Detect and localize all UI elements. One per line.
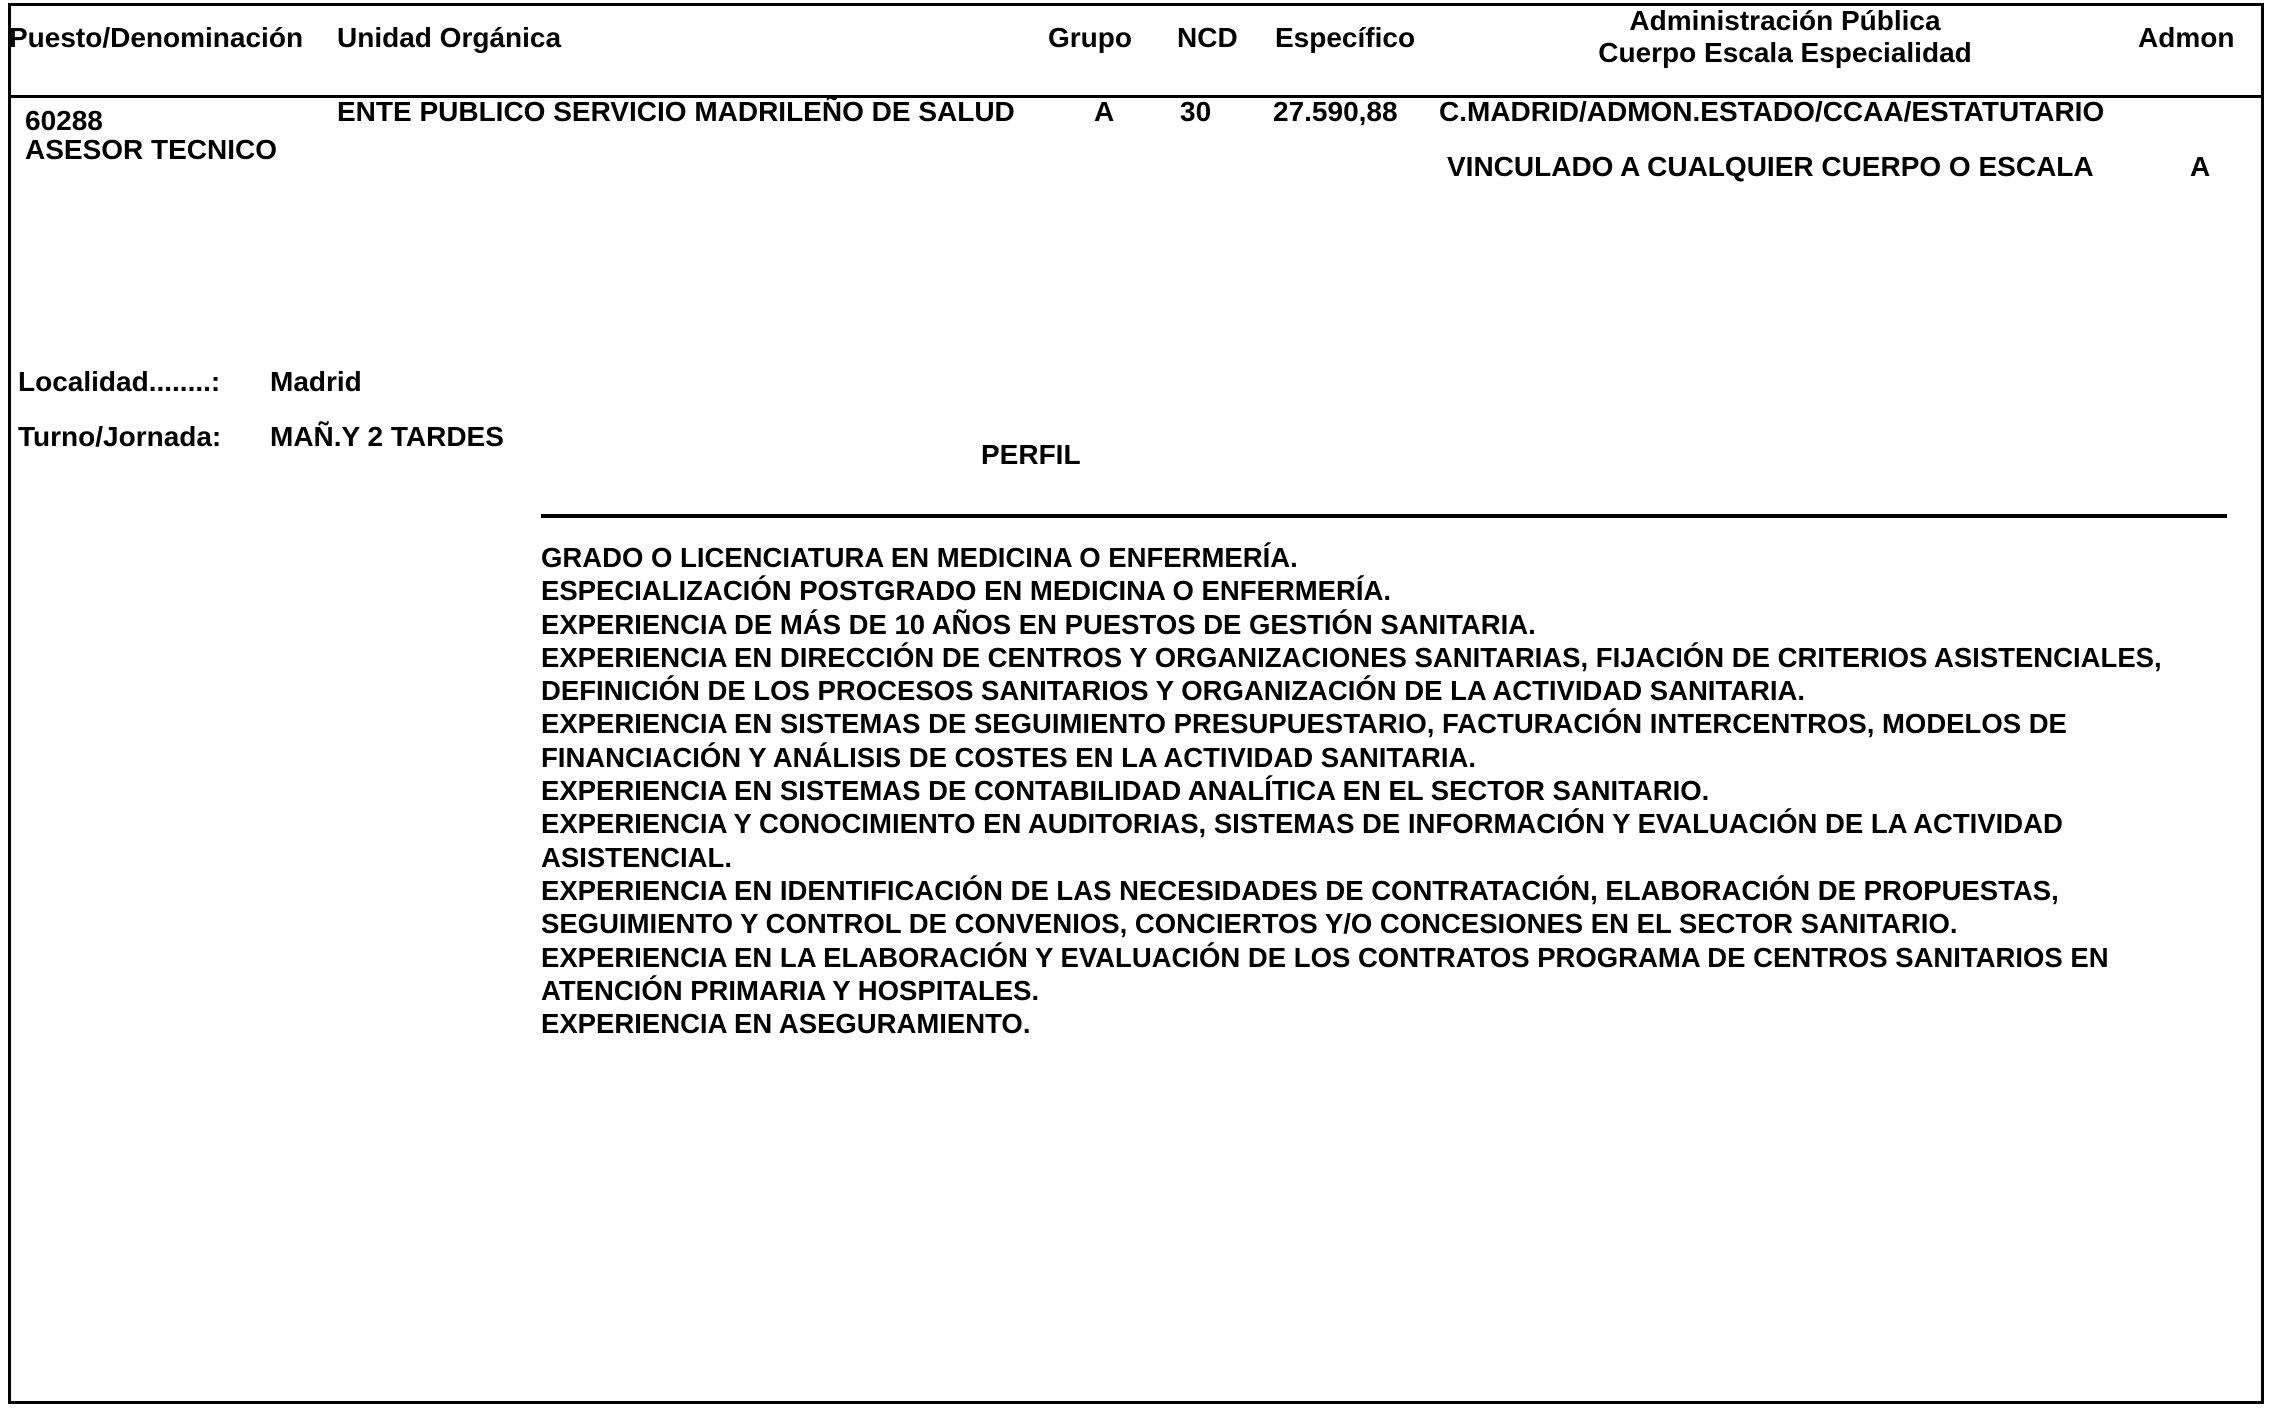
perfil-heading: PERFIL [981, 439, 1081, 470]
perfil-line: EXPERIENCIA EN ASEGURAMIENTO. [541, 1008, 1031, 1040]
record-grupo: A [1094, 96, 1115, 127]
perfil-line: EXPERIENCIA EN IDENTIFICACIÓN DE LAS NECESIDADES DE CONTRATACIÓN, ELABORACIÓN DE PROPUESTAS, [541, 874, 2059, 906]
header-admon: Admon [2138, 22, 2235, 53]
perfil-line: ESPECIALIZACIÓN POSTGRADO EN MEDICINA O ENFERMERÍA. [541, 575, 1392, 607]
header-unidad: Unidad Orgánica [337, 22, 562, 53]
header-cuerpo-escala: Cuerpo Escala Especialidad [1598, 37, 1972, 68]
header-administracion: Administración Pública [1629, 5, 1941, 36]
perfil-line: FINANCIACIÓN Y ANÁLISIS DE COSTES EN LA ACTIVIDAD SANITARIA. [541, 741, 1477, 773]
perfil-list [541, 541, 2241, 1040]
perfil-line: GRADO O LICENCIATURA EN MEDICINA O ENFERMERÍA. [541, 542, 1298, 573]
record-admon: A [2190, 151, 2211, 182]
record-unidad: ENTE PUBLICO SERVICIO MADRILEÑO DE SALUD [337, 96, 1015, 127]
header-especifico: Específico [1275, 22, 1416, 53]
record-cuerpo-escala: VINCULADO A CUALQUIER CUERPO O ESCALA [1447, 151, 2094, 182]
perfil-line: ATENCIÓN PRIMARIA Y HOSPITALES. [541, 974, 1040, 1006]
perfil-line: EXPERIENCIA EN SISTEMAS DE CONTABILIDAD ANALÍTICA EN EL SECTOR SANITARIO. [541, 775, 1710, 807]
turno-value: MAÑ.Y 2 TARDES [270, 421, 504, 452]
perfil-line: SEGUIMIENTO Y CONTROL DE CONVENIOS, CONCIERTOS Y/O CONCESIONES EN EL SECTOR SANITARIO. [541, 908, 1958, 940]
perfil-line: EXPERIENCIA EN SISTEMAS DE SEGUIMIENTO PRESUPUESTARIO, FACTURACIÓN INTERCENTROS, MODELOS DE [541, 708, 2067, 740]
perfil-line: EXPERIENCIA Y CONOCIMIENTO EN AUDITORIAS, SISTEMAS DE INFORMACIÓN Y EVALUACIÓN DE LA ACTIVIDAD [541, 808, 2063, 840]
turno-label: Turno/Jornada: [18, 421, 222, 452]
header-grupo: Grupo [1048, 22, 1132, 53]
record-code: 60288 [25, 105, 103, 136]
localidad-value: Madrid [270, 366, 362, 397]
header-ncd: NCD [1177, 22, 1238, 53]
header-puesto: Puesto/Denominación [9, 22, 304, 53]
perfil-line: EXPERIENCIA EN LA ELABORACIÓN Y EVALUACIÓN DE LOS CONTRATOS PROGRAMA DE CENTROS SANITARIOS EN [541, 941, 2109, 973]
localidad-label: Localidad........: [18, 366, 221, 397]
perfil-line: ASISTENCIAL. [541, 841, 732, 873]
perfil-line: EXPERIENCIA EN DIRECCIÓN DE CENTROS Y ORGANIZACIONES SANITARIAS, FIJACIÓN DE CRITERIOS ASISTENCIALES, [541, 641, 2162, 673]
perfil-line: DEFINICIÓN DE LOS PROCESOS SANITARIOS Y ORGANIZACIÓN DE LA ACTIVIDAD SANITARIA. [541, 675, 1806, 707]
record-especifico: 27.590,88 [1273, 96, 1398, 127]
perfil-divider [541, 514, 2227, 518]
record-ncd: 30 [1180, 96, 1212, 127]
record-administracion: C.MADRID/ADMON.ESTADO/CCAA/ESTATUTARIO [1439, 96, 2105, 127]
record-title: ASESOR TECNICO [25, 134, 278, 165]
perfil-line: EXPERIENCIA DE MÁS DE 10 AÑOS EN PUESTOS DE GESTIÓN SANITARIA. [541, 608, 1536, 640]
